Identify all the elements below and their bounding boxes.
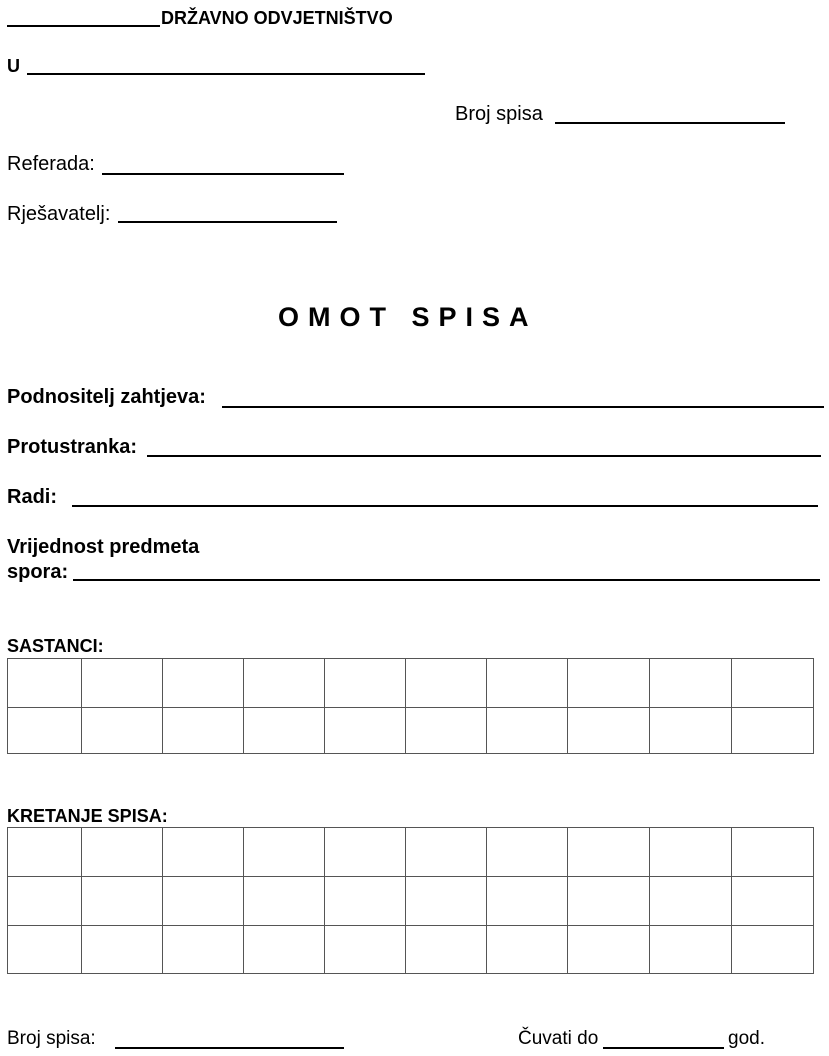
- table-cell[interactable]: [163, 926, 244, 974]
- table-cell[interactable]: [487, 877, 568, 926]
- table-cell[interactable]: [406, 659, 487, 708]
- table-cell[interactable]: [487, 828, 568, 877]
- sastanci-label: SASTANCI:: [7, 636, 104, 656]
- case-number-label: Broj spisa: [455, 103, 543, 125]
- keep-until-field-line[interactable]: [603, 1047, 724, 1049]
- table-cell[interactable]: [163, 659, 244, 708]
- table-cell[interactable]: [163, 828, 244, 877]
- year-suffix: god.: [728, 1028, 765, 1049]
- table-cell[interactable]: [244, 659, 325, 708]
- table-row: [8, 708, 814, 754]
- referada-label: Referada:: [7, 153, 95, 175]
- protustranka-label: Protustranka:: [7, 436, 138, 458]
- table-cell[interactable]: [732, 877, 814, 926]
- table-cell[interactable]: [568, 659, 650, 708]
- table-row: [8, 926, 814, 974]
- table-cell[interactable]: [244, 926, 325, 974]
- table-row: [8, 877, 814, 926]
- table-cell[interactable]: [244, 828, 325, 877]
- table-cell[interactable]: [487, 926, 568, 974]
- table-cell[interactable]: [325, 708, 406, 754]
- case-number-field-line[interactable]: [555, 122, 785, 124]
- vrijednost-field-line[interactable]: [73, 579, 820, 581]
- office-prefix-line[interactable]: [7, 25, 160, 27]
- office-name: DRŽAVNO ODVJETNIŠTVO: [161, 8, 393, 28]
- table-cell[interactable]: [325, 828, 406, 877]
- table-cell[interactable]: [650, 659, 732, 708]
- keep-until-label: Čuvati do: [518, 1028, 599, 1049]
- table-cell[interactable]: [325, 926, 406, 974]
- table-cell[interactable]: [8, 877, 82, 926]
- vrijednost-label-line2: spora:: [7, 561, 69, 583]
- table-cell[interactable]: [325, 659, 406, 708]
- table-cell[interactable]: [732, 926, 814, 974]
- page-title: OMOT SPISA: [278, 302, 538, 332]
- table-cell[interactable]: [568, 926, 650, 974]
- table-cell[interactable]: [650, 926, 732, 974]
- referada-field-line[interactable]: [102, 173, 344, 175]
- table-cell[interactable]: [732, 659, 814, 708]
- table-cell[interactable]: [163, 708, 244, 754]
- table-cell[interactable]: [82, 659, 163, 708]
- kretanje-label: KRETANJE SPISA:: [7, 806, 168, 826]
- table-cell[interactable]: [732, 708, 814, 754]
- table-row: [8, 659, 814, 708]
- table-cell[interactable]: [82, 708, 163, 754]
- table-cell[interactable]: [650, 708, 732, 754]
- table-cell[interactable]: [244, 708, 325, 754]
- table-cell[interactable]: [568, 708, 650, 754]
- table-cell[interactable]: [325, 877, 406, 926]
- table-cell[interactable]: [732, 828, 814, 877]
- table-cell[interactable]: [8, 926, 82, 974]
- table-cell[interactable]: [650, 828, 732, 877]
- rjesavatelj-field-line[interactable]: [118, 221, 337, 223]
- table-cell[interactable]: [487, 708, 568, 754]
- rjesavatelj-label: Rješavatelj:: [7, 203, 111, 225]
- table-cell[interactable]: [406, 877, 487, 926]
- vrijednost-label-line1: Vrijednost predmeta: [7, 536, 200, 558]
- footer-case-number-field-line[interactable]: [115, 1047, 344, 1049]
- table-cell[interactable]: [406, 926, 487, 974]
- kretanje-table: [7, 827, 814, 974]
- table-cell[interactable]: [568, 828, 650, 877]
- location-field-line[interactable]: [27, 73, 425, 75]
- sastanci-table: [7, 658, 814, 754]
- podnositelj-label: Podnositelj zahtjeva:: [7, 386, 206, 408]
- table-cell[interactable]: [82, 877, 163, 926]
- table-row: [8, 828, 814, 877]
- radi-label: Radi:: [7, 486, 57, 508]
- table-cell[interactable]: [163, 877, 244, 926]
- table-cell[interactable]: [8, 828, 82, 877]
- table-cell[interactable]: [650, 877, 732, 926]
- footer-case-number-label: Broj spisa:: [7, 1028, 96, 1049]
- table-cell[interactable]: [406, 828, 487, 877]
- table-cell[interactable]: [244, 877, 325, 926]
- table-cell[interactable]: [568, 877, 650, 926]
- location-prefix: U: [7, 56, 20, 76]
- protustranka-field-line[interactable]: [147, 455, 821, 457]
- table-cell[interactable]: [82, 926, 163, 974]
- table-cell[interactable]: [406, 708, 487, 754]
- table-cell[interactable]: [82, 828, 163, 877]
- table-cell[interactable]: [8, 708, 82, 754]
- table-cell[interactable]: [8, 659, 82, 708]
- radi-field-line[interactable]: [72, 505, 818, 507]
- podnositelj-field-line[interactable]: [222, 406, 824, 408]
- table-cell[interactable]: [487, 659, 568, 708]
